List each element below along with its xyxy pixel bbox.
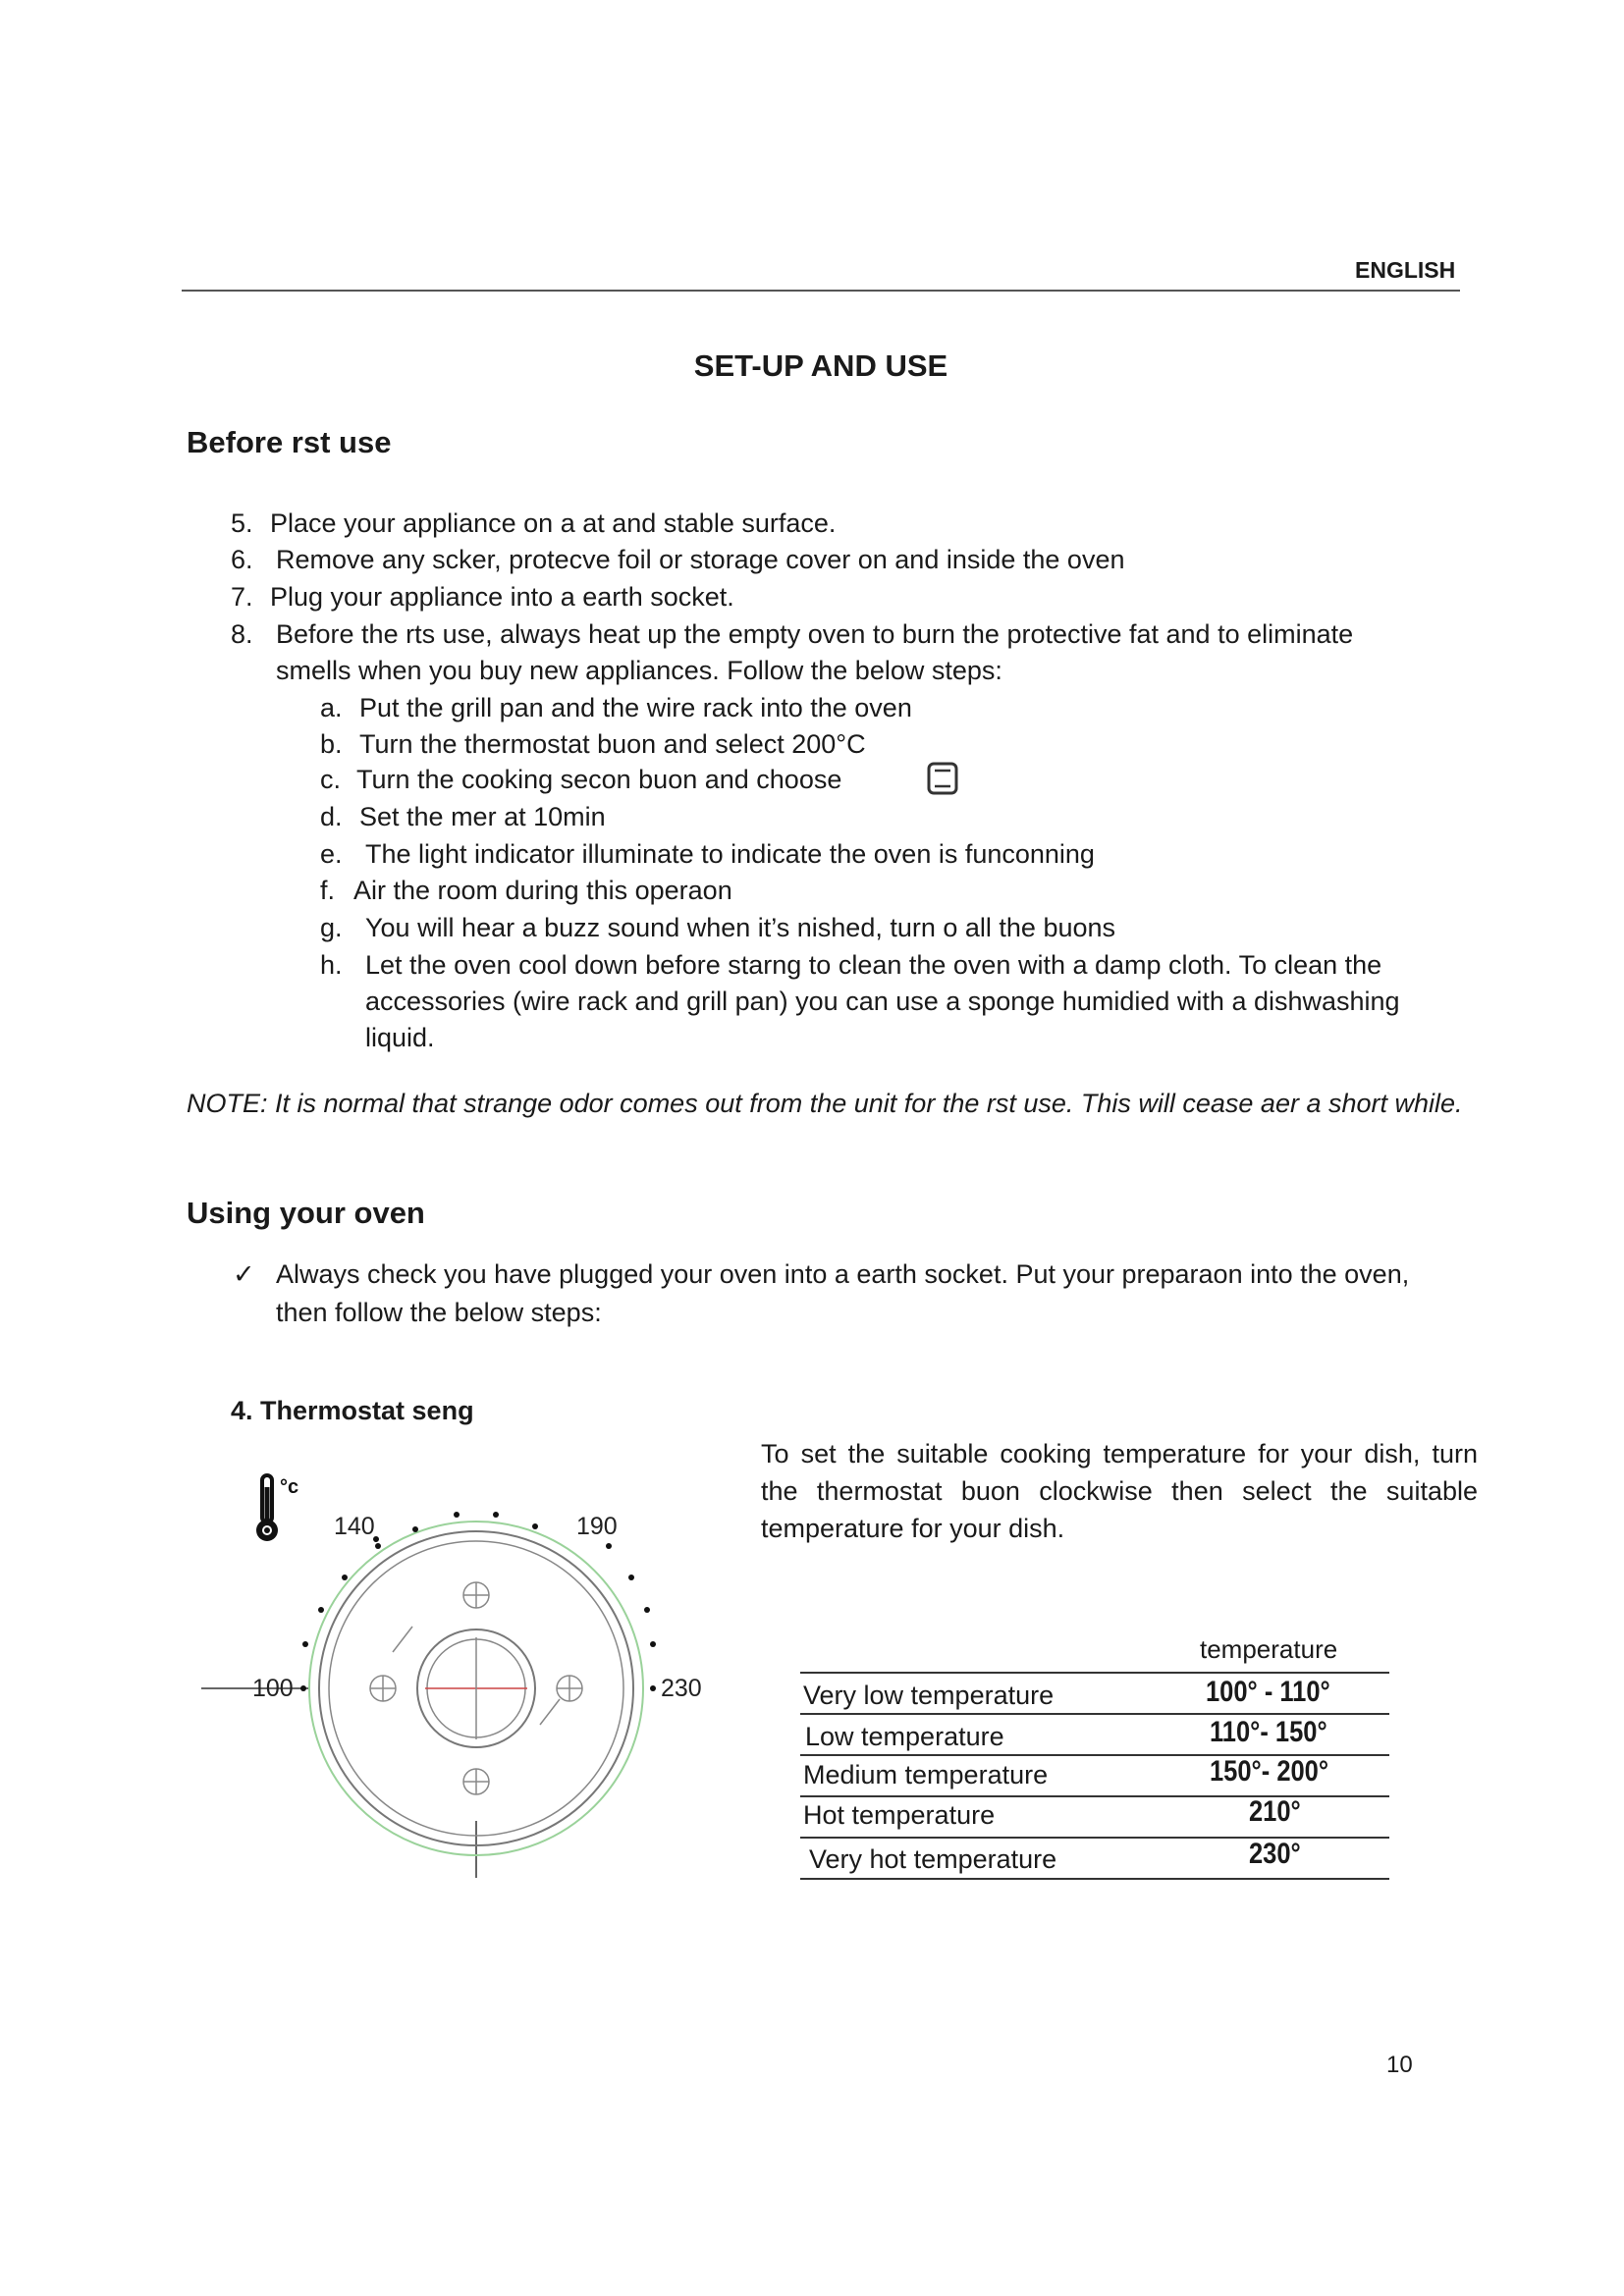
list-item-number: 6. [231, 545, 253, 574]
section-heading-using-oven: Using your oven [187, 1196, 425, 1230]
table-row-value: 100° - 110° [1206, 1676, 1330, 1708]
table-rule [800, 1837, 1389, 1839]
sublist-text-continued: accessories (wire rack and grill pan) you can use a sponge humidied with a dishwashing [365, 987, 1400, 1016]
sublist-text: The light indicator illuminate to indicate the oven is funconning [365, 839, 1095, 869]
section-heading-first-use: Before rst use [187, 425, 392, 459]
dial-label-230: 230 [661, 1675, 702, 1702]
oven-mode-icon [927, 762, 958, 795]
table-row-value: 210° [1249, 1795, 1301, 1828]
language-label: ENGLISH [1355, 257, 1456, 283]
table-header-temperature: temperature [1200, 1634, 1338, 1664]
table-row-label: Hot temperature [803, 1800, 996, 1830]
table-row-label: Medium temperature [803, 1760, 1049, 1789]
sublist-text: Set the mer at 10min [359, 802, 606, 831]
list-item-text: Plug your appliance into a earth socket. [270, 582, 734, 612]
dial-label-190: 190 [576, 1513, 618, 1540]
sublist-letter: e. [320, 839, 343, 869]
check-item-text: Always check you have plugged your oven into a earth socket. Put your preparaon into the oven, [276, 1259, 1410, 1289]
check-mark-icon: ✓ [233, 1259, 255, 1289]
thermostat-instructions: To set the suitable cooking temperature for your dish, turn the thermostat buon clockwise then select the suitable temperature for your dish. [761, 1439, 1478, 1543]
dial-unit-label: °c [280, 1476, 299, 1498]
table-row-value: 150°- 200° [1210, 1755, 1329, 1788]
thermometer-icon [256, 1475, 278, 1541]
table-row-label: Very low temperature [803, 1681, 1055, 1710]
table-rule [800, 1672, 1389, 1674]
thermostat-setting-heading: 4. Thermostat seng [231, 1396, 474, 1425]
sublist-text: Turn the thermostat buon and select 200°C [359, 729, 866, 759]
list-item-text: Before the rts use, always heat up the empty oven to burn the protective fat and to eliminate [276, 619, 1354, 649]
dial-label-100: 100 [252, 1675, 294, 1702]
sublist-text: You will hear a buzz sound when it’s nished, turn o all the buons [365, 913, 1116, 942]
page-title: SET-UP AND USE [693, 348, 948, 383]
sublist-text: Let the oven cool down before starng to clean the oven with a damp cloth. To clean the [365, 950, 1382, 980]
sublist-letter: a. [320, 693, 343, 722]
table-rule [800, 1878, 1389, 1880]
header-rule [182, 290, 1460, 292]
list-item-text: Remove any scker, protecve foil or storage cover on and inside the oven [276, 545, 1125, 574]
sublist-letter: d. [320, 802, 343, 831]
list-item-text: Place your appliance on a at and stable surface. [270, 508, 837, 538]
sublist-letter: f. [320, 876, 336, 905]
dial-label-140: 140 [334, 1513, 375, 1540]
page-number: 10 [1386, 2052, 1413, 2078]
sublist-letter: b. [320, 729, 343, 759]
table-row-value: 230° [1249, 1838, 1301, 1870]
sublist-letter: g. [320, 913, 343, 942]
list-item-text-continued: smells when you buy new appliances. Follow the below steps: [276, 656, 1002, 685]
note-text: NOTE: It is normal that strange odor comes out from the unit for the rst use. This will cease aer a short while. [187, 1089, 1463, 1118]
list-item-number: 7. [231, 582, 253, 612]
sublist-letter: c. [320, 765, 342, 794]
table-rule [800, 1713, 1389, 1715]
table-row-label: Very hot temperature [809, 1844, 1057, 1874]
table-rule [800, 1795, 1389, 1797]
sublist-text-continued: liquid. [365, 1023, 435, 1052]
sublist-letter: h. [320, 950, 343, 980]
table-row-value: 110°- 150° [1210, 1716, 1327, 1748]
table-row-label: Low temperature [805, 1722, 1004, 1751]
thermostat-dial-diagram [201, 1468, 731, 1890]
list-item-number: 8. [231, 619, 253, 649]
list-item-number: 5. [231, 508, 253, 538]
sublist-text: Air the room during this operaon [353, 876, 732, 905]
check-item-text-continued: then follow the below steps: [276, 1298, 602, 1327]
sublist-text: Turn the cooking secon buon and choose [356, 765, 842, 794]
sublist-text: Put the grill pan and the wire rack into the oven [359, 693, 912, 722]
